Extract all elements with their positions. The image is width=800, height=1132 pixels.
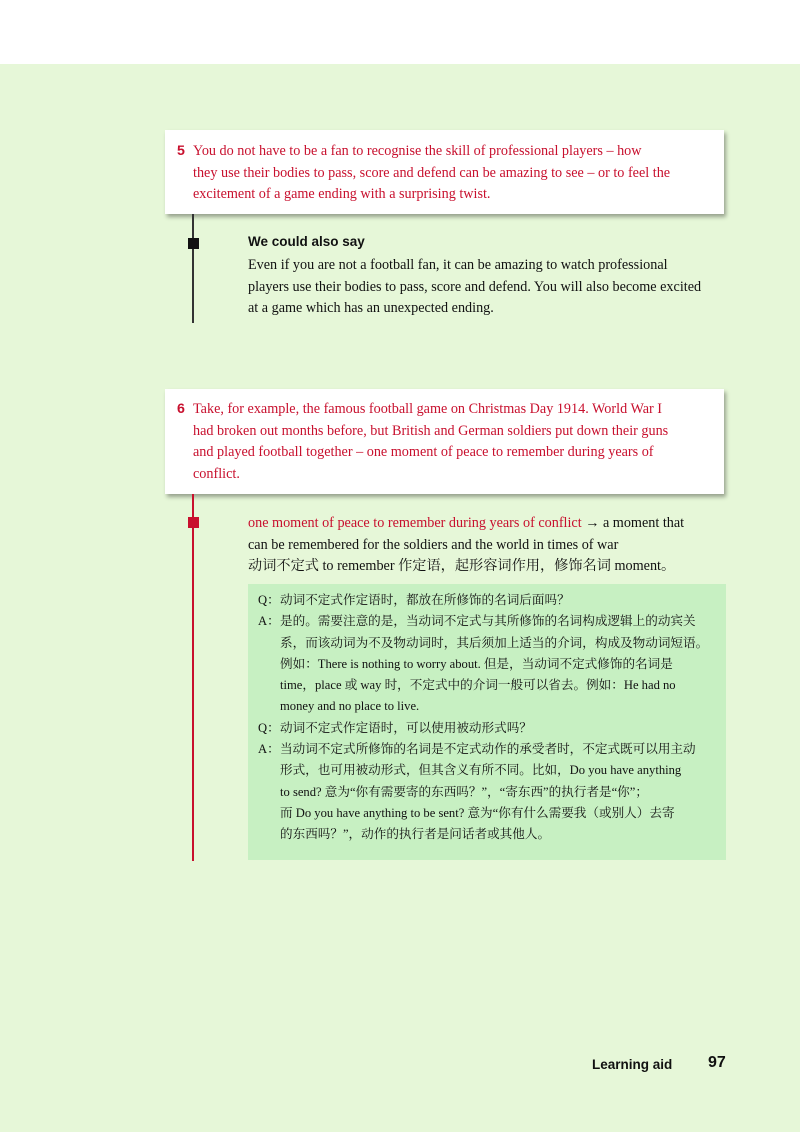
arrow-icon: →: [581, 515, 603, 531]
qa-tag: A：: [258, 614, 280, 629]
note-5-line: players use their bodies to pass, score and defend. You will also become excited: [248, 278, 702, 295]
qa-line: 当动词不定式所修饰的名词是不定式动作的承受者时，不定式既可以用主动: [280, 742, 696, 757]
item-5-line: excitement of a game ending with a surprising twist.: [193, 186, 491, 202]
square-marker-icon: [188, 517, 199, 528]
qa-tag: Q：: [258, 720, 280, 735]
item-number-5: 5: [177, 143, 185, 159]
qa-line: 是的。需要注意的是，当动词不定式与其所修饰的名词构成逻辑上的动宾关: [280, 614, 696, 629]
qa-line: money and no place to live.: [280, 699, 420, 714]
qa-question: [258, 718, 718, 739]
note-6-line-1: [248, 513, 684, 535]
qa-line: to send? 意为“你有需要寄的东西吗？”，“寄东西”的执行者是“你”；: [280, 784, 648, 799]
qa-question: [258, 590, 718, 611]
qa-tag: Q：: [258, 593, 280, 607]
square-marker-icon: [188, 238, 199, 249]
qa-line: 系，而该动词为不及物动词时，其后须加上适当的介词，构成及物动词短语。: [280, 635, 709, 650]
qa-tag: A：: [258, 742, 280, 757]
highlighted-phrase: one moment of peace to remember during years of conflict: [248, 515, 582, 531]
note-5-line: Even if you are not a football fan, it can be amazing to watch professional: [248, 257, 668, 273]
note-5-line: at a game which has an unexpected ending.: [248, 300, 494, 316]
note-5-divider-line: [192, 214, 194, 323]
page-number: 97: [708, 1054, 726, 1071]
qa-line: 形式，也可用被动形式，但其含义有所不同。比如，Do you have anything: [280, 763, 682, 778]
qa-line: time，place 或 way 时，不定式中的介词一般可以省去。例如：He had no: [280, 678, 676, 693]
qa-line: 例如：There is nothing to worry about. 但是，当动词不定式修饰的名词是: [280, 656, 673, 671]
item-6-line: and played football together – one moment of peace to remember during years of: [193, 444, 654, 460]
note-6-line-1-rest: a moment that: [602, 515, 685, 531]
footer-section-label: Learning aid: [592, 1057, 673, 1072]
item-5-line: they use their bodies to pass, score and defend can be amazing to see – or to feel the: [193, 164, 671, 181]
note-5-heading: We could also say: [248, 234, 365, 249]
qa-line: 动词不定式作定语时，都放在所修饰的名词后面吗？: [280, 593, 570, 607]
item-5-line: You do not have to be a fan to recognise the skill of professional players – how: [193, 143, 642, 159]
qa-line: 的东西吗？”，动作的执行者是问话者或其他人。: [280, 827, 551, 842]
qa-line: 而 Do you have anything to be sent? 意为“你有什么需要我（或别人）去寄: [280, 805, 675, 820]
qa-line: 动词不定式作定语时，可以使用被动形式吗？: [280, 720, 532, 735]
note-5-body: [248, 255, 701, 320]
item-6-line: had broken out months before, but British and German soldiers put down their guns: [193, 422, 669, 439]
qa-answer: [258, 611, 718, 717]
note-6-line-3: 动词不定式 to remember 作定语，起形容词作用，修饰名词 moment。: [248, 558, 676, 574]
note-6-line-2: can be remembered for the soldiers and the world in times of war: [248, 536, 619, 553]
item-5-text: [193, 141, 670, 206]
item-6-text: [193, 399, 668, 485]
qa-content: [258, 590, 718, 846]
note-6-divider-line: [192, 494, 194, 861]
item-6-line: conflict.: [193, 465, 240, 482]
item-6-line: Take, for example, the famous football game on Christmas Day 1914. World War I: [193, 401, 662, 417]
note-6-explanation: [248, 513, 684, 578]
item-number-6: 6: [177, 401, 185, 417]
qa-answer: [258, 739, 718, 845]
